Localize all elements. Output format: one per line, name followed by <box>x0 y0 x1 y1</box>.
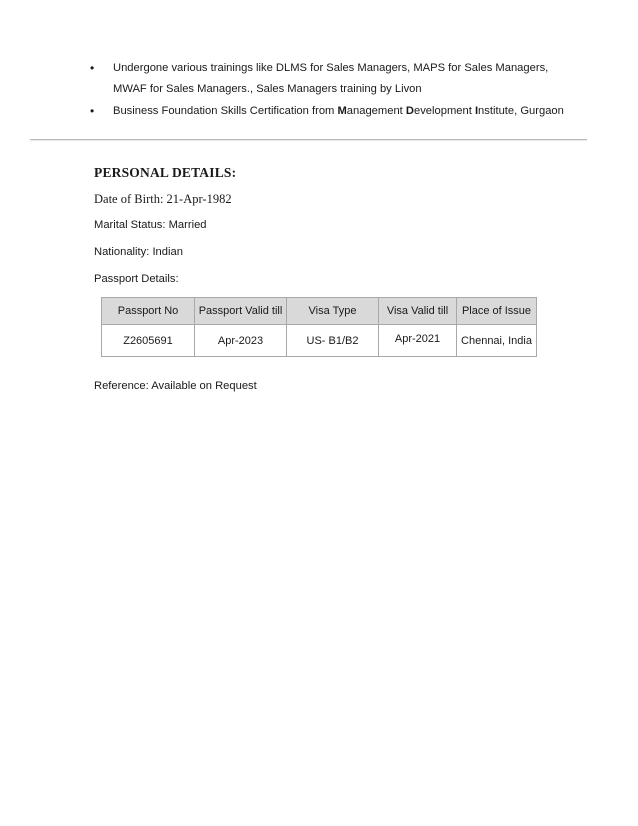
certification-word-3: nstitute, Gurgaon <box>478 105 564 117</box>
header-place-of-issue: Place of Issue <box>457 298 537 325</box>
list-item <box>90 101 610 122</box>
header-passport-valid-till: Passport Valid till <box>195 298 287 325</box>
personal-details-heading: PERSONAL DETAILS: <box>94 165 237 180</box>
header-passport-no: Passport No <box>102 298 195 325</box>
cell-place-of-issue: Chennai, India <box>457 325 537 357</box>
training-text-line-1: Undergone various trainings like DLMS for Sales Managers, MAPS for Sales Managers, <box>113 62 549 74</box>
cell-visa-valid-till: Apr-2021 <box>379 325 457 357</box>
training-list <box>90 58 610 122</box>
reference-line: Reference: Available on Request <box>94 380 257 392</box>
certification-prefix: Business Foundation Skills Certification from <box>113 105 338 117</box>
certification-word-2: evelopment <box>413 105 475 117</box>
passport-details-label: Passport Details: <box>94 273 179 285</box>
marital-status: Marital Status: Married <box>94 219 207 231</box>
table-header-row <box>102 298 537 325</box>
training-text-line-2: MWAF for Sales Managers., Sales Managers training by Livon <box>113 83 422 95</box>
list-item <box>90 58 610 100</box>
header-visa-type: Visa Type <box>287 298 379 325</box>
bullet-icon: • <box>90 61 95 75</box>
bold-initial-m: M <box>337 105 347 117</box>
table-row <box>102 325 537 357</box>
cell-visa-type: US- B1/B2 <box>287 325 379 357</box>
certification-word-1: anagement <box>346 105 406 117</box>
bullet-icon: • <box>90 104 95 118</box>
section-divider <box>30 139 587 140</box>
bold-initial-d: D <box>405 105 414 117</box>
date-of-birth: Date of Birth: 21-Apr-1982 <box>94 192 232 206</box>
bold-initial-i: I <box>474 105 479 117</box>
passport-table <box>101 297 537 357</box>
cell-passport-valid-till: Apr-2023 <box>195 325 287 357</box>
cell-passport-no: Z2605691 <box>102 325 195 357</box>
header-visa-valid-till: Visa Valid till <box>379 298 457 325</box>
nationality: Nationality: Indian <box>94 246 183 258</box>
